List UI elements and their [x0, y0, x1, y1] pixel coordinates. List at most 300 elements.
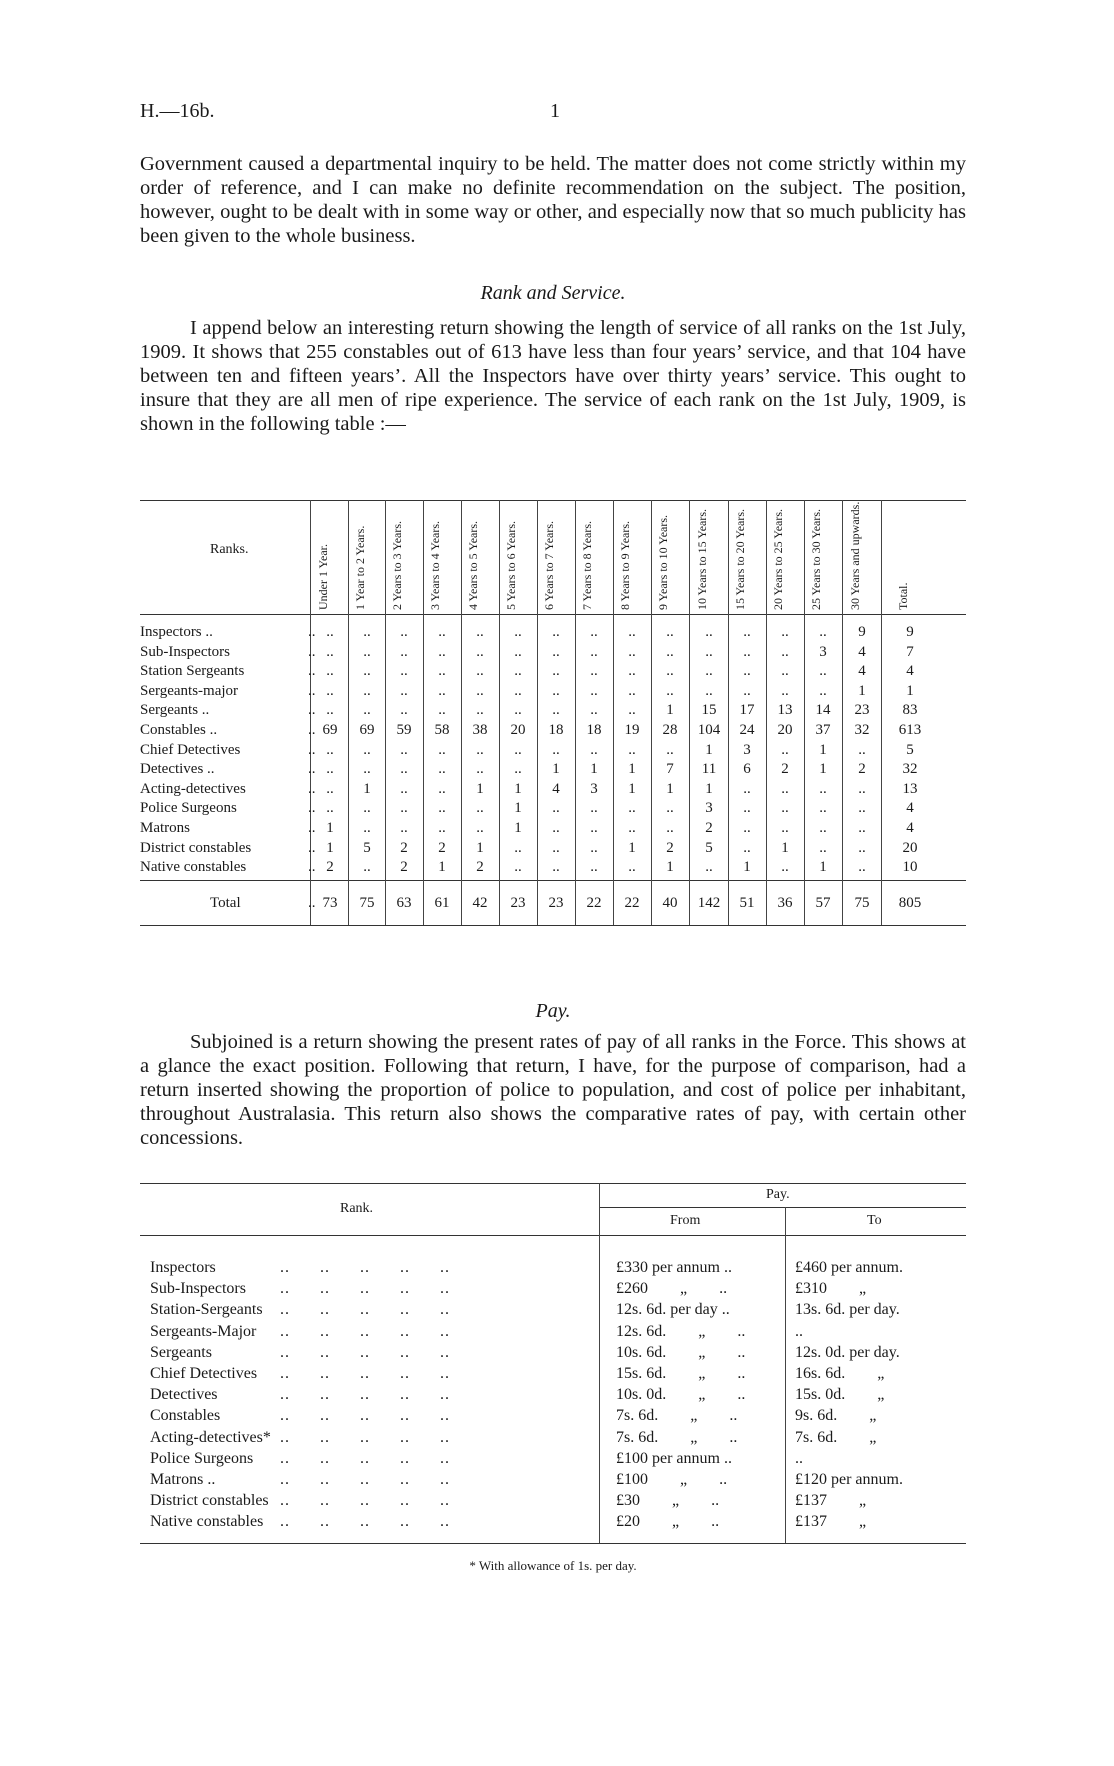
rank-label: Sub-Inspectors: [140, 643, 230, 660]
row-leader-dots: ..: [308, 820, 316, 836]
table-cell: 1: [858, 682, 866, 699]
pay-to-value: ..: [795, 1449, 803, 1467]
total-cell: 142: [697, 895, 721, 911]
table-cell: ..: [438, 702, 446, 719]
table-cell: 1: [705, 741, 713, 758]
column-header-label: 6 Years to 7 Years.: [542, 520, 556, 610]
table-cell: ..: [363, 624, 371, 640]
column-header-label: 30 Years and upwards.: [848, 501, 862, 610]
table-cell: ..: [628, 702, 636, 719]
table-cell: 20: [777, 722, 793, 738]
pay-rank-label: Sergeants: [150, 1343, 212, 1361]
table-cell: ..: [363, 682, 371, 699]
pay-from-to-divider: [785, 1207, 786, 1543]
table-cell: 19: [624, 722, 640, 738]
table-cell: ..: [552, 624, 560, 640]
pay-to-value: £460 per annum.: [795, 1259, 903, 1276]
table-cell: 1: [819, 859, 827, 876]
table-cell: ..: [514, 624, 522, 640]
table-cell: 9: [858, 624, 866, 640]
table-cell: ..: [400, 780, 408, 797]
pay-from-value: £20 „ ..: [616, 1513, 720, 1531]
table-cell: ..: [781, 741, 789, 758]
table-cell: ..: [326, 643, 334, 660]
table-cell: 1: [326, 839, 334, 856]
column-header: [461, 510, 499, 610]
table-cell: ..: [363, 800, 371, 817]
table-cell: ..: [514, 741, 522, 758]
column-header-label: 9 Years to 10 Years.: [656, 514, 670, 610]
page-number: 1: [550, 100, 560, 122]
pay-rank-label: Constables: [150, 1407, 221, 1425]
pay-to-value: 7s. 6d. „: [795, 1428, 877, 1446]
pay-leader-dots: .. .. .. .. ..: [280, 1301, 450, 1319]
table-cell: ..: [628, 624, 636, 640]
table-cell: 1: [819, 741, 827, 758]
table-cell: 1: [666, 702, 674, 719]
table-cell: ..: [666, 741, 674, 758]
table-cell: 20: [510, 722, 526, 738]
table-cell: ..: [552, 800, 560, 817]
table-cell: 2: [438, 839, 446, 856]
pay-to-value: 13s. 6d. per day.: [795, 1301, 900, 1319]
table-cell: ..: [552, 702, 560, 719]
pay-from-value: £330 per annum ..: [616, 1259, 732, 1276]
rank-label: District constables: [140, 839, 252, 856]
pay-leader-dots: .. .. .. .. ..: [280, 1280, 450, 1298]
pay-rank-divider: [599, 1183, 600, 1543]
rank-label: Station Sergeants: [140, 663, 245, 680]
total-leader-dots: ..: [308, 895, 316, 911]
table-cell: ..: [400, 741, 408, 758]
table-cell: ..: [552, 643, 560, 660]
table-cell: 5: [705, 839, 713, 856]
table-cell: ..: [438, 643, 446, 660]
table-cell: 11: [701, 761, 717, 778]
pay-rank-label: Acting-detectives*: [150, 1428, 271, 1446]
column-header: [423, 510, 461, 610]
table-cell: ..: [476, 820, 484, 836]
pay-from-value: 12s. 6d. per day ..: [616, 1301, 730, 1319]
table-cell: ..: [628, 682, 636, 699]
column-header-label: 8 Years to 9 Years.: [618, 520, 632, 610]
table-cell: ..: [858, 839, 866, 856]
table-cell: 20: [902, 839, 918, 856]
pay-to-value: £120 per annum.: [795, 1471, 903, 1488]
column-header-label: Total.: [896, 582, 910, 610]
table-cell: 2: [400, 839, 408, 856]
column-header: [575, 510, 613, 610]
table-cell: ..: [476, 663, 484, 680]
pay-leader-dots: .. .. .. .. ..: [280, 1449, 450, 1467]
table-cell: ..: [743, 643, 751, 660]
table-cell: ..: [743, 624, 751, 640]
column-header-label: 1 Year to 2 Years.: [353, 525, 367, 610]
table-cell: ..: [438, 741, 446, 758]
table-cell: 4: [906, 820, 914, 836]
pay-to-value: £137 „: [795, 1513, 867, 1531]
table-cell: 1: [476, 839, 484, 856]
table-cell: 1: [628, 839, 636, 856]
table-cell: ..: [858, 859, 866, 876]
pay-leader-dots: .. .. .. .. ..: [280, 1513, 450, 1531]
table-cell: ..: [819, 780, 827, 797]
column-header: [804, 510, 842, 610]
total-cell: 61: [434, 895, 450, 911]
pay-to-value: ..: [795, 1322, 803, 1340]
table-cell: 7: [906, 643, 914, 660]
table-cell: 23: [854, 702, 870, 719]
pay-header-rule: [140, 1235, 966, 1236]
table-cell: 104: [697, 722, 721, 738]
row-leader-dots: ..: [308, 780, 316, 797]
table-cell: 1: [590, 761, 598, 778]
pay-table-top-rule: [140, 1183, 966, 1184]
pay-to-value: 16s. 6d. „: [795, 1365, 885, 1382]
pay-rank-label: Matrons ..: [150, 1471, 216, 1488]
rank-service-paragraph: [140, 316, 966, 436]
table-cell: ..: [363, 702, 371, 719]
table-cell: 613: [898, 722, 922, 738]
table-cell: 1: [906, 682, 914, 699]
rank-service-text: I append below an interesting return showing the length of service of all ranks on the 1st July, 1909. It shows that 255 constables out of 613 have less than four years’ service, and that 104 have between ten and fifteen years’. All the Inspectors have over thirty years’ service. This ought to insure that they are all men of ripe experience. The service of each rank on the 1st July, 1909, is shown in the following table :—: [140, 317, 966, 435]
table-cell: ..: [438, 624, 446, 640]
column-header: [385, 510, 423, 610]
table-cell: ..: [400, 663, 408, 680]
column-header: [728, 510, 766, 610]
table-cell: ..: [326, 624, 334, 640]
table-cell: 13: [777, 702, 793, 719]
pay-from-value: 10s. 0d. „ ..: [616, 1386, 746, 1404]
table-cell: 9: [906, 624, 914, 640]
table-cell: ..: [590, 839, 598, 856]
table-cell: 4: [552, 780, 560, 797]
table-cell: 5: [906, 741, 914, 758]
table-cell: ..: [819, 663, 827, 680]
table-cell: ..: [514, 663, 522, 680]
table-cell: ..: [705, 682, 713, 699]
rank-label: Sergeants-major: [140, 682, 239, 699]
section-heading-rank-service: Rank and Service.: [480, 282, 626, 304]
table-cell: 2: [476, 859, 484, 876]
table-cell: ..: [666, 624, 674, 640]
column-header-label: 25 Years to 30 Years.: [809, 508, 823, 610]
table-cell: 1: [514, 820, 522, 836]
table-cell: 24: [739, 722, 755, 738]
rank-label: Detectives ..: [140, 761, 215, 778]
table-cell: 1: [781, 839, 789, 856]
table-cell: 32: [902, 761, 918, 778]
table-cell: ..: [326, 761, 334, 778]
table-cell: ..: [781, 643, 789, 660]
section-heading-pay: Pay.: [535, 1000, 571, 1022]
table-cell: ..: [438, 800, 446, 817]
pay-from-value: 12s. 6d. „ ..: [616, 1322, 746, 1340]
table-cell: 13: [902, 780, 918, 797]
table-cell: ..: [552, 859, 560, 876]
table-cell: ..: [552, 682, 560, 699]
table-cell: ..: [326, 663, 334, 680]
table-cell: 3: [705, 800, 713, 817]
column-header: [690, 510, 728, 610]
column-header-label: 20 Years to 25 Years.: [771, 508, 785, 610]
table-cell: 1: [514, 780, 522, 797]
table-cell: ..: [552, 663, 560, 680]
table-cell: ..: [476, 624, 484, 640]
table-cell: ..: [400, 761, 408, 778]
column-header-label: 15 Years to 20 Years.: [733, 508, 747, 610]
table-cell: 5: [363, 839, 371, 856]
table-cell: ..: [363, 761, 371, 778]
table-cell: 2: [705, 820, 713, 836]
pay-leader-dots: .. .. .. .. ..: [280, 1471, 450, 1488]
table-cell: ..: [666, 820, 674, 836]
table-cell: ..: [590, 741, 598, 758]
table-cell: ..: [400, 624, 408, 640]
table-cell: ..: [552, 820, 560, 836]
column-header: [499, 510, 537, 610]
total-label: Total: [210, 895, 241, 911]
table-cell: ..: [326, 800, 334, 817]
table-cell: 1: [552, 761, 560, 778]
column-header-label: 4 Years to 5 Years.: [466, 520, 480, 610]
table-cell: ..: [438, 780, 446, 797]
table-cell: ..: [781, 663, 789, 680]
total-cell: 42: [472, 895, 488, 911]
rank-label: Native constables: [140, 859, 247, 876]
row-leader-dots: ..: [308, 722, 316, 738]
row-leader-dots: ..: [308, 624, 316, 640]
table-cell: ..: [705, 663, 713, 680]
table-cell: 4: [858, 643, 866, 660]
table-cell: ..: [819, 839, 827, 856]
table-cell: 1: [438, 859, 446, 876]
table-cell: 1: [326, 820, 334, 836]
rank-label: Police Surgeons: [140, 800, 237, 817]
column-header-label: 3 Years to 4 Years.: [428, 520, 442, 610]
row-leader-dots: ..: [308, 663, 316, 680]
table-cell: 1: [819, 761, 827, 778]
table-cell: 15: [701, 702, 717, 719]
row-leader-dots: ..: [308, 682, 316, 699]
table-cell: 69: [322, 722, 338, 738]
total-cell: 23: [510, 895, 526, 911]
intro-text: Government caused a departmental inquiry to be held. The matter does not come strictly within my order of reference, and I can make no definite recommendation on the subject. The position, however, ought to be dealt with in some way or other, and especially now that so much publicity has been given to the whole business.: [140, 153, 966, 247]
table-cell: ..: [400, 820, 408, 836]
table-cell: ..: [400, 682, 408, 699]
pay-table: [140, 1183, 966, 1563]
pay-to-value: 9s. 6d. „: [795, 1407, 877, 1425]
table-cell: ..: [438, 820, 446, 836]
total-cell: 805: [898, 895, 922, 911]
rank-label: Constables ..: [140, 722, 218, 738]
table-cell: ..: [781, 682, 789, 699]
column-header-label: Under 1 Year.: [316, 544, 330, 610]
pay-to-value: £137 „: [795, 1492, 867, 1510]
pay-to-value: 15s. 0d. „: [795, 1386, 885, 1404]
pay-leader-dots: .. .. .. .. ..: [280, 1428, 450, 1446]
table-cell: ..: [326, 741, 334, 758]
table-cell: 1: [666, 780, 674, 797]
table-cell: ..: [476, 682, 484, 699]
table-cell: ..: [590, 682, 598, 699]
table-cell: 3: [819, 643, 827, 660]
table-cell: ..: [590, 702, 598, 719]
table-cell: ..: [514, 839, 522, 856]
column-header: [613, 510, 651, 610]
column-header-label: 5 Years to 6 Years.: [504, 520, 518, 610]
table-cell: ..: [628, 859, 636, 876]
table-cell: ..: [781, 780, 789, 797]
pay-from-value: £100 per annum ..: [616, 1449, 732, 1467]
table-cell: 2: [666, 839, 674, 856]
table-cell: ..: [590, 624, 598, 640]
table-cell: ..: [326, 780, 334, 797]
column-header: [651, 510, 689, 610]
table-bottom-rule: [140, 925, 966, 926]
row-leader-dots: ..: [308, 761, 316, 778]
table-cell: ..: [666, 643, 674, 660]
pay-from-value: 15s. 6d. „ ..: [616, 1365, 746, 1382]
row-leader-dots: ..: [308, 839, 316, 856]
table-cell: ..: [628, 800, 636, 817]
rank-label: Matrons: [140, 820, 190, 836]
pay-rank-label: Sub-Inspectors: [150, 1280, 246, 1298]
total-cell: 75: [854, 895, 870, 911]
table-cell: ..: [363, 859, 371, 876]
pay-from-value: £260 „ ..: [616, 1280, 728, 1298]
row-leader-dots: ..: [308, 800, 316, 817]
pay-text: Subjoined is a return showing the present rates of pay of all ranks in the Force. This shows at a glance the exact position. Following that return, I have, for the purpose of comparison, had a return inserted showing the proportion of police to population, and cost of police per inhabitant, throughout Australasia. This return also shows the comparative rates of pay, with certain other concessions.: [140, 1031, 966, 1149]
table-cell: ..: [363, 820, 371, 836]
table-cell: ..: [858, 780, 866, 797]
table-cell: ..: [514, 643, 522, 660]
column-header: [311, 510, 349, 610]
table-cell: ..: [400, 643, 408, 660]
table-cell: ..: [363, 663, 371, 680]
column-divider: [881, 500, 882, 925]
ranks-header: Ranks.: [210, 542, 249, 557]
total-cell: 36: [777, 895, 793, 911]
row-leader-dots: ..: [308, 643, 316, 660]
pay-rank-label: Inspectors: [150, 1259, 216, 1276]
table-cell: 4: [858, 663, 866, 680]
table-cell: 7: [666, 761, 674, 778]
column-header: [348, 510, 386, 610]
table-cell: ..: [743, 800, 751, 817]
pay-rank-label: Native constables: [150, 1513, 264, 1531]
table-cell: 1: [666, 859, 674, 876]
table-cell: ..: [743, 839, 751, 856]
table-cell: ..: [552, 741, 560, 758]
table-cell: 17: [739, 702, 755, 719]
pay-rank-label: District constables: [150, 1492, 269, 1510]
pay-to-value: £310 „: [795, 1280, 867, 1298]
table-cell: ..: [476, 702, 484, 719]
table-cell: ..: [514, 682, 522, 699]
pay-leader-dots: .. .. .. .. ..: [280, 1386, 450, 1404]
table-cell: ..: [858, 800, 866, 817]
table-cell: ..: [363, 741, 371, 758]
table-cell: ..: [514, 702, 522, 719]
table-cell: 10: [902, 859, 918, 876]
table-cell: 1: [705, 780, 713, 797]
pay-subheader-rule: [599, 1207, 966, 1208]
table-cell: ..: [590, 643, 598, 660]
rank-label: Acting-detectives: [140, 780, 246, 797]
table-cell: ..: [858, 820, 866, 836]
table-cell: ..: [438, 761, 446, 778]
table-cell: 58: [434, 722, 450, 738]
table-cell: 69: [359, 722, 375, 738]
table-cell: ..: [590, 820, 598, 836]
column-header-label: 2 Years to 3 Years.: [390, 520, 404, 610]
pay-leader-dots: .. .. .. .. ..: [280, 1365, 450, 1382]
table-cell: ..: [552, 839, 560, 856]
total-cell: 63: [396, 895, 412, 911]
pay-from-header: From: [670, 1213, 701, 1228]
table-cell: ..: [705, 643, 713, 660]
row-leader-dots: ..: [308, 859, 316, 876]
table-cell: ..: [666, 663, 674, 680]
table-cell: ..: [705, 624, 713, 640]
table-cell: ..: [743, 682, 751, 699]
table-cell: ..: [476, 741, 484, 758]
table-cell: ..: [590, 800, 598, 817]
table-cell: ..: [781, 820, 789, 836]
table-cell: ..: [705, 859, 713, 876]
table-cell: 18: [548, 722, 564, 738]
total-cell: 23: [548, 895, 564, 911]
table-cell: ..: [858, 741, 866, 758]
table-cell: ..: [326, 702, 334, 719]
table-cell: ..: [438, 682, 446, 699]
total-cell: 75: [359, 895, 375, 911]
pay-rank-label: Sergeants-Major: [150, 1322, 257, 1340]
table-cell: ..: [476, 800, 484, 817]
table-cell: 1: [743, 859, 751, 876]
table-cell: ..: [326, 682, 334, 699]
table-cell: ..: [514, 859, 522, 876]
total-cell: 73: [322, 895, 338, 911]
table-cell: ..: [514, 761, 522, 778]
total-cell: 40: [662, 895, 678, 911]
column-header: [843, 501, 881, 610]
pay-footnote: * With allowance of 1s. per day.: [469, 1558, 637, 1573]
pay-from-value: 7s. 6d. „ ..: [616, 1407, 738, 1425]
table-cell: 6: [743, 761, 751, 778]
table-cell: 83: [902, 702, 918, 719]
document-code: H.—16b.: [140, 100, 215, 122]
table-cell: ..: [781, 624, 789, 640]
total-cell: 22: [624, 895, 640, 911]
rank-label: Chief Detectives: [140, 741, 241, 758]
table-cell: 38: [472, 722, 488, 738]
table-cell: ..: [819, 682, 827, 699]
rank-label: Inspectors ..: [140, 624, 213, 640]
table-cell: 18: [586, 722, 602, 738]
table-cell: 2: [781, 761, 789, 778]
table-cell: 4: [906, 800, 914, 817]
table-cell: ..: [743, 820, 751, 836]
table-cell: ..: [628, 663, 636, 680]
rank-label: Sergeants ..: [140, 702, 210, 719]
table-cell: ..: [743, 663, 751, 680]
table-cell: ..: [743, 780, 751, 797]
table-cell: 1: [628, 761, 636, 778]
pay-leader-dots: .. .. .. .. ..: [280, 1259, 450, 1276]
row-leader-dots: ..: [308, 702, 316, 719]
